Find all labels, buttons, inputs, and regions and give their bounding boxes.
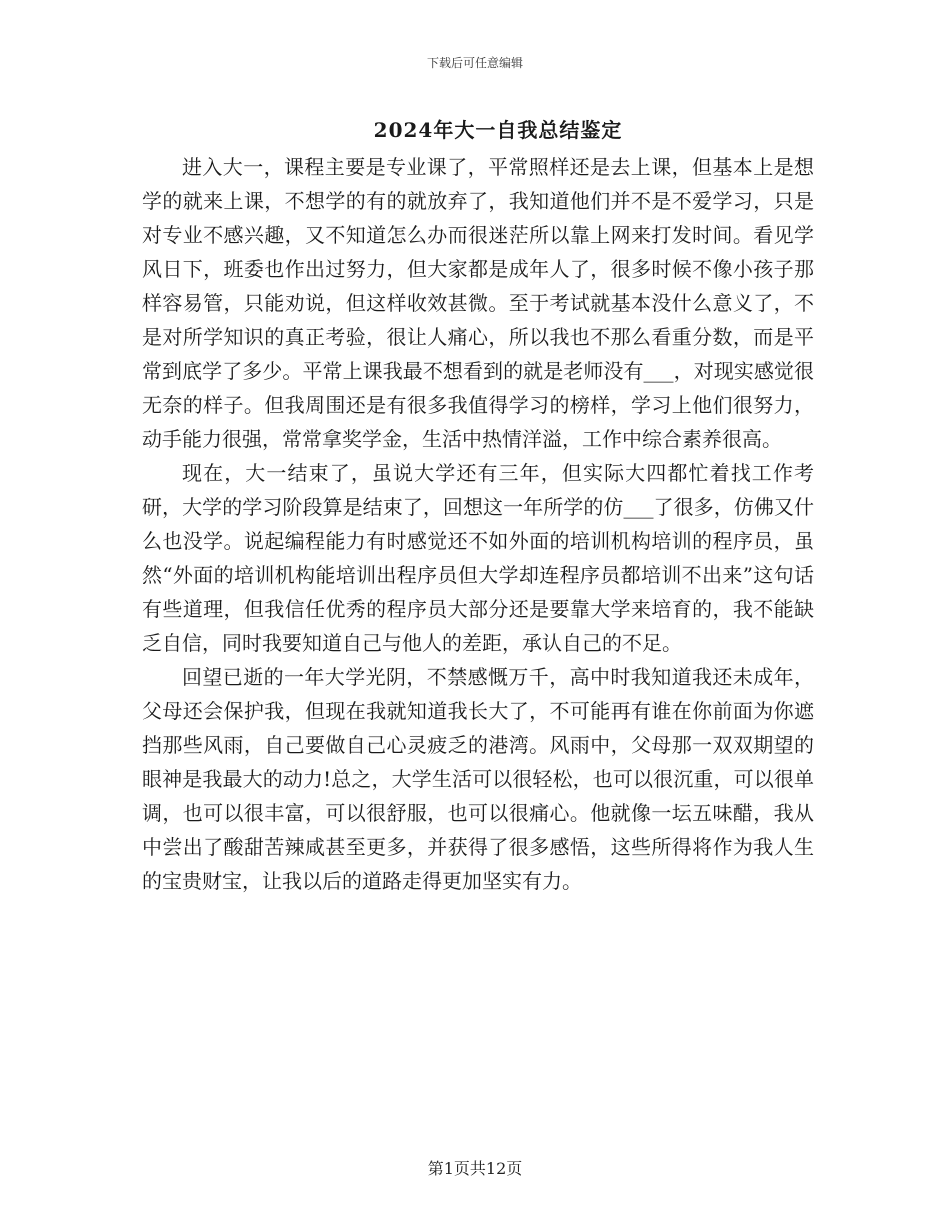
header-note: 下载后可任意编辑: [426, 56, 523, 70]
paragraph-2: 现在，大一结束了，虽说大学还有三年，但实际大四都忙着找工作考研，大学的学习阶段算是结束了，回想这一年所学的仿___了很多，仿佛又什么也没学。说起编程能力有时感觉还不如外面的培训机构培训的程序员，虽然“外面的培训机构能培训出程序员但大学却连程序员都培训不出来”这句话有些道理，但我信任优秀的程序员大部分还是要靠大学来培育的，我不能缺乏自信，同时我要知道自己与他人的差距，承认自己的不足。: [142, 461, 814, 655]
paragraph-1: 进入大一，课程主要是专业课了，平常照样还是去上课，但基本上是想学的就来上课，不想学的有的就放弃了，我知道他们并不是不爱学习，只是对专业不感兴趣，又不知道怎么办而很迷茫所以靠上网来打发时间。看见学风日下，班委也作出过努力，但大家都是成年人了，很多时候不像小孩子那样容易管，只能劝说，但这样收效甚微。至于考试就基本没什么意义了，不是对所学知识的真正考验，很让人痛心，所以我也不那么看重分数，而是平常到底学了多少。平常上课我最不想看到的就是老师没有___，对现实感觉很无奈的样子。但我周围还是有很多我值得学习的榜样，学习上他们很努力，动手能力很强，常常拿奖学金，生活中热情洋溢，工作中综合素养很高。: [142, 155, 814, 451]
document-body: [142, 150, 814, 898]
paragraph-3: 回望已逝的一年大学光阴，不禁感慨万千，高中时我知道我还未成年，父母还会保护我，但现在我就知道我长大了，不可能再有谁在你前面为你遮挡那些风雨，自己要做自己心灵疲乏的港湾。风雨中，父母那一双双期望的眼神是我最大的动力!总之，大学生活可以很轻松，也可以很沉重，可以很单调，也可以很丰富，可以很舒服，也可以很痛心。他就像一坛五味醋，我从中尝出了酸甜苦辣咸甚至更多，并获得了很多感悟，这些所得将作为我人生的宝贵财宝，让我以后的道路走得更加坚实有力。: [142, 665, 814, 893]
document-title: 2024年大一自我总结鉴定: [373, 118, 623, 142]
page-number: 第1页共12页: [427, 1159, 523, 1178]
